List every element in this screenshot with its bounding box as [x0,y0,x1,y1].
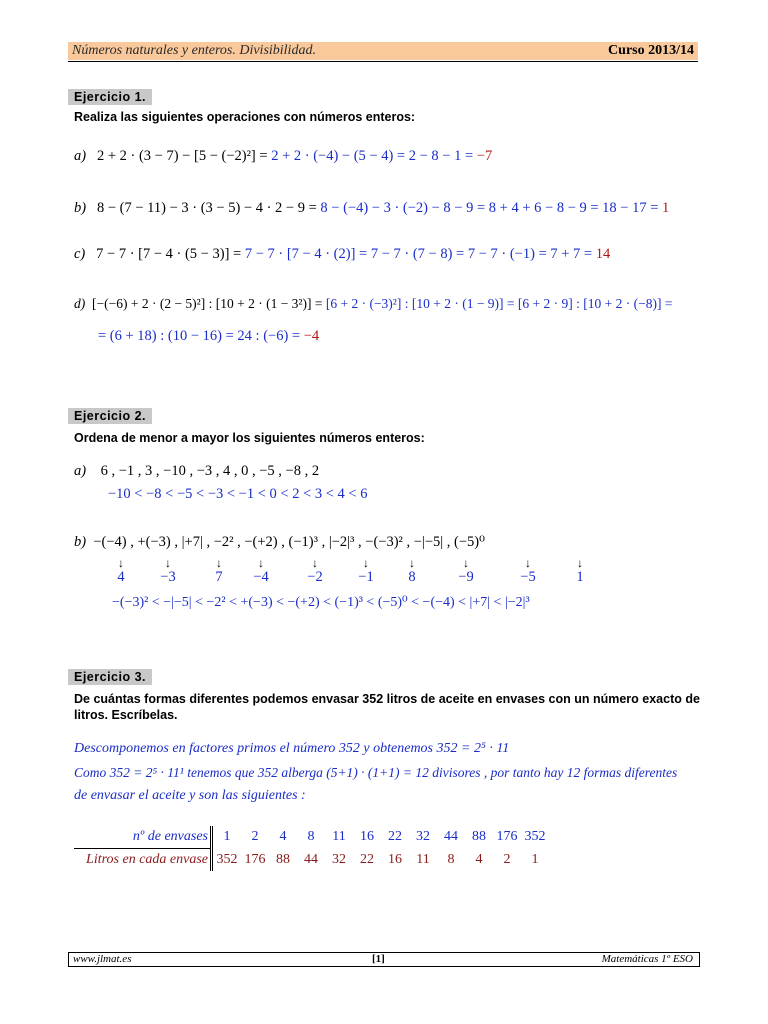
ex1-c-work: 7 − 7 · [7 − 4 · (2)] = 7 − 7 · (7 − 8) = 7 − 7 · (−1) = 7 + 7 = [241,246,593,262]
table-row-envases [74,826,549,849]
header-rule [68,61,698,62]
ex1-b-result: 1 [658,200,670,216]
ex2-b-values [0,556,768,586]
header-course: Curso 2013/14 [608,43,694,58]
table-cell: 11 [416,851,430,867]
ex1-d-expr: [−(−6) + 2 · (2 − 5)²] : [10 + 2 · (1 − 3²)] = [92,296,323,311]
ex2-b-label: b) [74,534,87,550]
exercise-3-instruction-2: litros. Escríbelas. [74,708,178,722]
ex1-b [74,200,669,217]
table-cell: 8 [447,851,455,867]
table-cell: 352 [524,829,546,845]
table-cell: 11 [332,829,346,845]
value-item: ↓ −5 [520,556,536,585]
ex1-b-expr: 8 − (7 − 11) − 3 · (3 − 5) − 4 · 2 − 9 = [96,200,317,216]
table-cell: 16 [360,829,374,845]
exercise-2-instruction: Ordena de menor a mayor los siguientes números enteros: [74,431,425,445]
ex2-a-list: 6 , −1 , 3 , −10 , −3 , 4 , 0 , −5 , −8 , 2 [100,463,320,479]
envases-table [74,826,549,871]
table-cell: 88 [276,851,290,867]
ex1-c-expr: 7 − 7 · [7 − 4 · (5 − 3)] = [96,246,242,262]
value-item: ↓ −2 [307,556,323,585]
table-cell: 1 [531,851,539,867]
table-row-litros [74,849,549,872]
page-header [68,42,698,60]
ex1-c [74,246,610,263]
value-item: ↓ 1 [576,556,584,585]
table-cell: 32 [332,851,346,867]
table-cell: 4 [279,829,287,845]
ex1-d-result: −4 [300,328,320,344]
ex1-a-work: 2 + 2 · (−4) − (5 − 4) = 2 − 8 − 1 = [267,148,474,164]
ex1-d-work2: = (6 + 18) : (10 − 16) = 24 : (−6) = [98,328,301,344]
table-header-litros: Litros en cada envase [74,849,212,872]
value-item: ↓ −9 [458,556,474,585]
footer-website: www.jlmat.es [73,953,132,965]
ex1-a-expr: 2 + 2 · (3 − 7) − [5 − (−2)²] = [96,148,268,164]
table-cell: 22 [388,829,402,845]
table-cell: 4 [475,851,483,867]
value-item: ↓ 8 [408,556,416,585]
ex1-a-result: −7 [473,148,493,164]
value-item: ↓ 7 [215,556,223,585]
ex2-a-order: −10 < −8 < −5 < −3 < −1 < 0 < 2 < 3 < 4 < 6 [108,486,368,502]
ex3-line-2: Como 352 = 2⁵ · 11¹ tenemos que 352 alberga (5+1) · (1+1) = 12 divisores , por tanto hay 12 formas diferentes [74,765,678,780]
ex1-d [74,296,672,312]
table-cell: 44 [444,829,458,845]
value-item: ↓ −4 [253,556,269,585]
ex1-d-label: d) [74,296,86,311]
ex1-c-label: c) [74,246,86,262]
ex2-b-list: −(−4) , +(−3) , |+7| , −2² , −(+2) , (−1)³ , |−2|³ , −(−3)² , −|−5| , (−5)⁰ [93,534,485,550]
ex1-c-result: 14 [592,246,611,262]
ex2-b [74,534,485,551]
ex3-line-3: de envasar el aceite y son las siguientes : [74,788,306,803]
exercise-2-label: Ejercicio 2. [68,408,152,424]
table-cell: 352 [216,851,238,867]
exercise-1-label: Ejercicio 1. [68,89,152,105]
table-cell: 2 [251,829,259,845]
ex1-b-work: 8 − (−4) − 3 · (−2) − 8 − 9 = 8 + 4 + 6 − 8 − 9 = 18 − 17 = [316,200,659,216]
table-cell: 88 [472,829,486,845]
table-cell: 8 [307,829,315,845]
page-footer [68,952,700,967]
ex2-b-order: −(−3)² < −|−5| < −2² < +(−3) < −(+2) < (−1)³ < (−5)⁰ < −(−4) < |+7| < |−2|³ [112,595,530,610]
table-cell: 16 [388,851,402,867]
footer-subject: Matemáticas 1º ESO [601,953,693,965]
value-item: ↓ −1 [358,556,374,585]
table-cell: 176 [244,851,266,867]
value-item: ↓ 4 [117,556,125,585]
footer-page-number: [1] [372,953,385,965]
ex1-a [74,148,492,165]
exercise-3-instruction-1: De cuántas formas diferentes podemos envasar 352 litros de aceite en envases con un número exacto de [74,692,700,706]
exercise-3-label: Ejercicio 3. [68,669,152,685]
header-title: Números naturales y enteros. Divisibilidad. [72,43,316,58]
table-cell: 1 [223,829,231,845]
ex1-d-line2 [98,328,319,345]
table-cell: 32 [416,829,430,845]
table-cell: 176 [496,829,518,845]
ex1-d-work: [6 + 2 · (−3)²] : [10 + 2 · (1 − 9)] = [6 + 2 · 9] : [10 + 2 · (−8)] = [322,296,673,311]
exercise-1-instruction: Realiza las siguientes operaciones con números enteros: [74,110,416,124]
ex1-a-label: a) [74,148,87,164]
ex2-a [74,463,319,480]
table-header-envases: nº de envases [74,826,212,849]
ex3-line-1: Descomponemos en factores primos el número 352 y obtenemos 352 = 2⁵ · 11 [74,741,510,756]
table-cell: 2 [503,851,511,867]
ex1-b-label: b) [74,200,87,216]
ex2-a-label: a) [74,463,87,479]
value-item: ↓ −3 [160,556,176,585]
table-cell: 22 [360,851,374,867]
table-cell: 44 [304,851,318,867]
